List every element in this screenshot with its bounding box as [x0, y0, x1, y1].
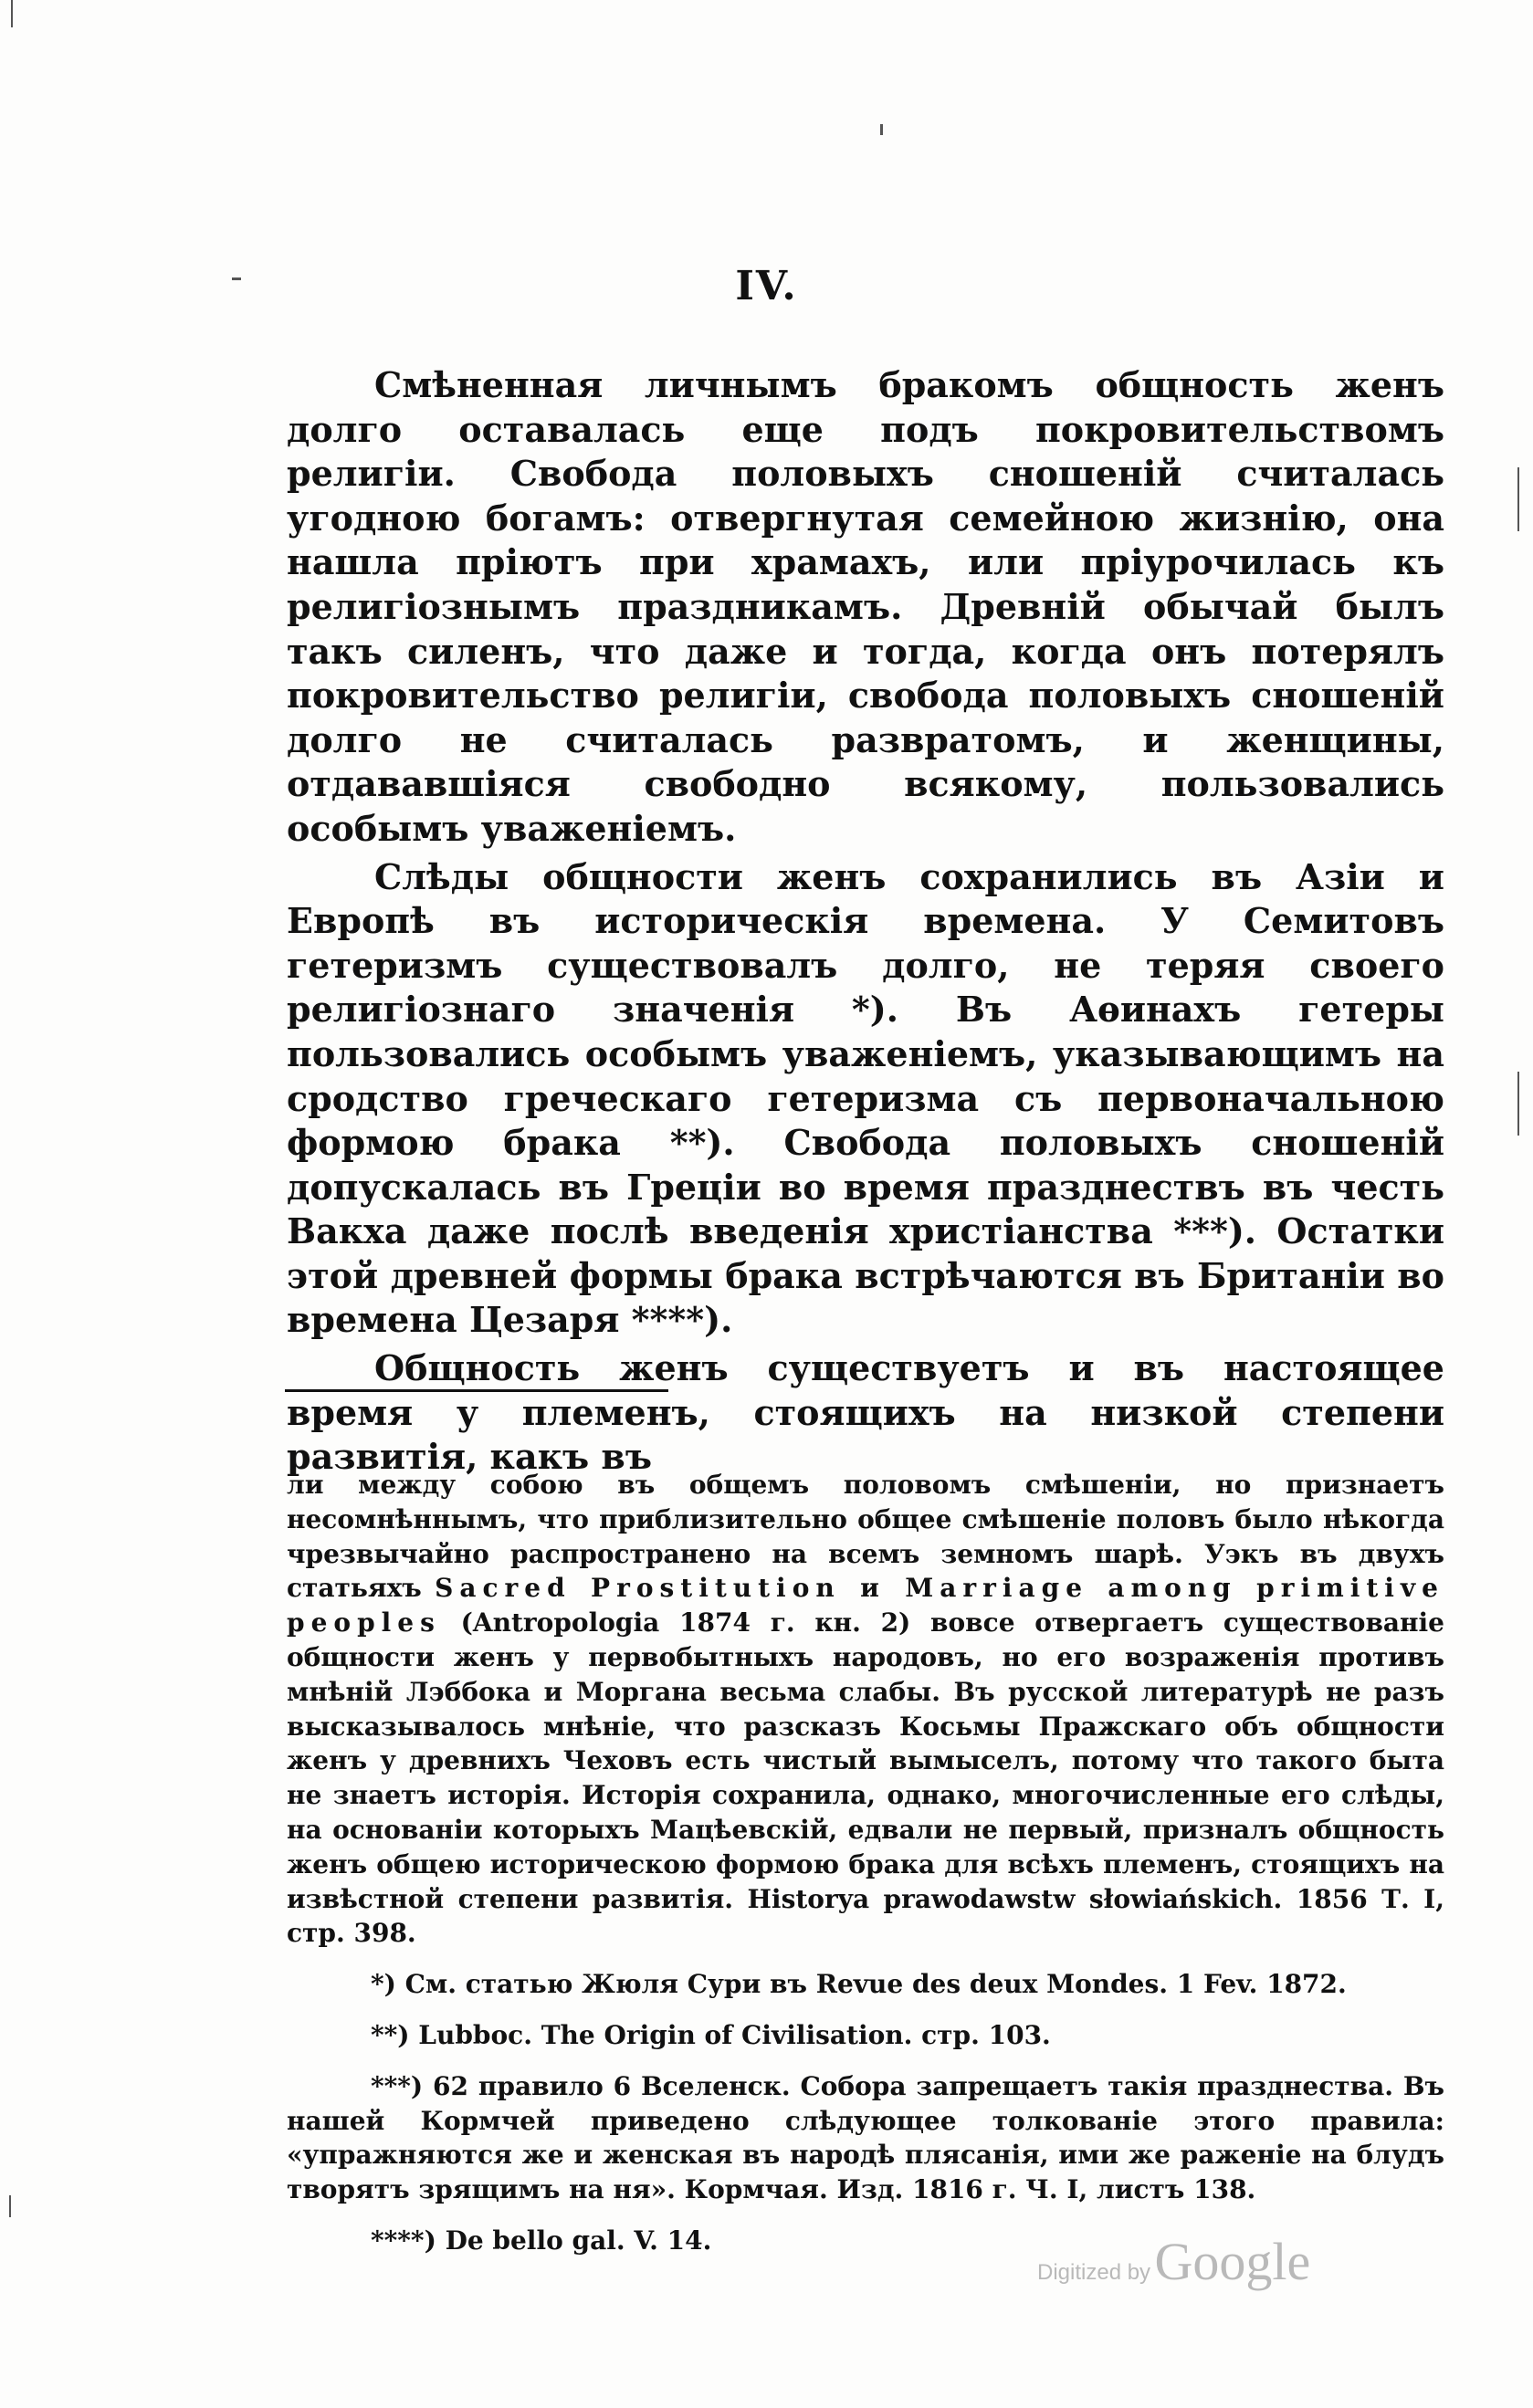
google-logo: Google	[1154, 2232, 1311, 2291]
scan-speck	[1517, 467, 1519, 531]
paragraph: Слѣды общности женъ сохранились въ Азіи и Европѣ въ историческія времена. У Семитовъ гетеризмъ существовалъ долго, не теряя своего религіознаго значенія *). Въ Аѳинахъ гетеры пользовались особымъ уваженіемъ, указывающимъ на сродство греческаго гетеризма съ первоначальною формою брака **). Свобода половыхъ сношеній допускалась въ Греціи во время празднествъ въ честь Вакха даже послѣ введенія христіанства ***). Остатки этой древней формы брака встрѣчаются въ Британіи во времена Цезаря ****).	[287, 855, 1444, 1341]
footnote: ***) 62 правило 6 Вселенск. Собора запрещаетъ такія празднества. Въ нашей Кормчей приведено слѣдующее толкованіе этого правила: «упражняются же и женская въ народѣ плясанія, ими же раженіе на блудъ творятъ зрящимъ на ня». Кормчая. Изд. 1816 г. Ч. I, листъ 138.	[287, 2070, 1444, 2205]
digitized-by-google-watermark	[1037, 2231, 1310, 2292]
footnote-continuation-text: (Antropologia 1874 г. кн. 2) вовсе отвергаетъ существованіе общности женъ у первобытныхъ народовъ, но его возраженія противъ мнѣній Лэббока и Моргана весьма слабы. Въ русской литературѣ не разъ высказывалось мнѣніе, что разсказъ Косьмы Пражскаго объ общности женъ у древнихъ Чеховъ есть чистый вымыселъ, потому что такого быта не знаетъ исторія. Исторія сохранила, однако, многочисленные его слѣды, на основаніи которыхъ Мацѣевскій, едвали не первый, призналъ общность женъ общею историческою формою брака для всѣхъ племенъ, стоящихъ на извѣстной степени развитія. Historya prawodawstw słowiańskich. 1856 Т. I, стр. 398.	[287, 1607, 1444, 1949]
footnote: **) Lubboc. The Origin of Civilisation. стр. 103.	[371, 2019, 1051, 2050]
scan-speck	[9, 2195, 11, 2217]
footnote-continuation	[287, 1468, 1444, 1951]
paragraph: Общность женъ существуетъ и въ настоящее время у племенъ, стоящихъ на низкой степени развитія, какъ въ	[287, 1347, 1444, 1478]
scan-speck	[1517, 1072, 1519, 1136]
watermark-prefix: Digitized by	[1037, 2260, 1151, 2285]
footnote: ****) De bello gal. V. 14.	[371, 2225, 712, 2256]
chapter-number: IV.	[735, 263, 798, 309]
footnotes	[287, 1468, 1444, 2275]
scan-speck	[232, 277, 241, 280]
footnote: *) См. статью Жюля Сури въ Revue des deux Mondes. 1 Fev. 1872.	[371, 1969, 1347, 2000]
main-text	[287, 363, 1444, 1483]
footnote-separator	[285, 1389, 668, 1392]
paragraph: Смѣненная личнымъ бракомъ общность женъ долго оставалась еще подъ покровительствомъ религіи. Свобода половыхъ сношеній считалась угодною богамъ: отвергнутая семейною жизнію, она нашла пріютъ при храмахъ, или пріурочилась къ религіознымъ праздникамъ. Древній обычай былъ такъ силенъ, что даже и тогда, когда онъ потерялъ покровительство религіи, свобода половыхъ сношеній долго не считалась развратомъ, и женщины, отдававшіяся свободно всякому, пользовались особымъ уваженіемъ.	[287, 364, 1444, 849]
scan-speck	[880, 124, 883, 135]
spaced-article-titles: Sacred Prostitution и Marriage among primitive peoples	[287, 1573, 1444, 1638]
footnote-continuation-text: ли между собою въ общемъ половомъ смѣшеніи, но признаетъ несомнѣннымъ, что приблизительно общее смѣшеніе половъ было нѣкогда чрезвычайно распространено на всемъ земномъ шарѣ. Уэкъ въ двухъ статьяхъ	[287, 1470, 1444, 1604]
scan-speck	[11, 0, 13, 27]
